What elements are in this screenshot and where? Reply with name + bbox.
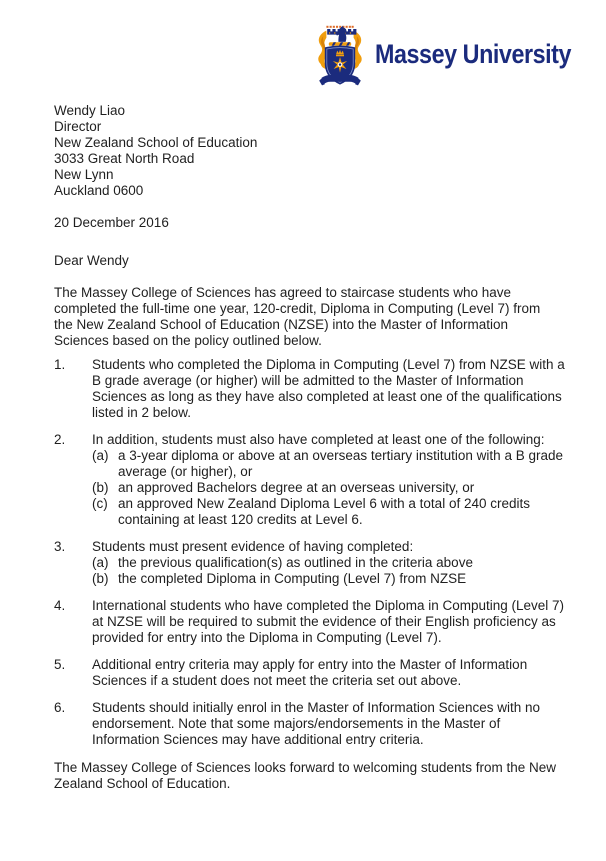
list-item-4 (54, 598, 566, 646)
list-item-text: In addition, students must also have completed at least one of the following: (92, 432, 545, 447)
sub-item-a (92, 448, 566, 480)
letter-date: 20 December 2016 (54, 215, 169, 230)
recipient-suburb: New Lynn (54, 167, 114, 182)
list-item-number: 1. (54, 357, 66, 372)
list-item-number: 2. (54, 432, 66, 447)
list-item-2 (54, 432, 566, 528)
list-item-number: 4. (54, 598, 66, 613)
sub-item-text: an approved New Zealand Diploma Level 6 with a total of 240 credits containing at least 120 credits at Level 6. (118, 496, 530, 527)
list-item-number: 3. (54, 539, 66, 554)
crest-top-ornament (326, 26, 353, 28)
massey-logo (316, 14, 598, 92)
recipient-title: Director (54, 119, 102, 134)
sub-item-a (92, 555, 566, 571)
list-item-1 (54, 357, 566, 421)
closing-paragraph: The Massey College of Sciences looks forward to welcoming students from the New Zealand School of Education. (54, 760, 556, 791)
sub-item-text: an approved Bachelors degree at an overseas university, or (118, 480, 475, 495)
horse-head (336, 26, 346, 42)
recipient-block (54, 103, 566, 199)
list-item-5 (54, 657, 566, 689)
massey-crest-icon (316, 14, 364, 92)
recipient-city: Auckland 0600 (54, 183, 144, 198)
recipient-street: 3033 Great North Road (54, 151, 195, 166)
recipient-organisation: New Zealand School of Education (54, 135, 258, 150)
sub-item-label: (a) (92, 555, 109, 570)
list-item-text: Additional entry criteria may apply for entry into the Master of Information Sciences if a student does not meet the criteria set out above. (92, 657, 528, 688)
sub-item-label: (b) (92, 480, 109, 495)
sub-item-label: (b) (92, 571, 109, 586)
list-item-3 (54, 539, 566, 587)
sub-item-text: a 3-year diploma or above at an overseas tertiary institution with a B grade average (or higher), or (118, 448, 563, 479)
massey-wordmark: Massey University (375, 38, 572, 69)
salutation: Dear Wendy (54, 253, 129, 268)
list-item-6 (54, 700, 566, 748)
list-item-text: International students who have completed the Diploma in Computing (Level 7) at NZSE will be required to submit the evidence of their English proficiency as provided for entry into the Diploma in Computing (Level 7). (92, 598, 565, 645)
intro-paragraph: The Massey College of Sciences has agreed to staircase students who have completed the full-time one year, 120-credit, Diploma in Computing (Level 7) from the New Zealand School of Education (NZSE) into the Master of Information Sciences based on the policy outlined below. (54, 285, 541, 348)
list-item-number: 6. (54, 700, 66, 715)
recipient-name: Wendy Liao (54, 103, 126, 118)
sub-item-text: the previous qualification(s) as outlined in the criteria above (118, 555, 473, 570)
sub-item-b (92, 571, 566, 587)
list-item-text: Students must present evidence of having completed: (92, 539, 414, 554)
list-item-number: 5. (54, 657, 66, 672)
sub-item-label: (a) (92, 448, 109, 463)
sub-item-text: the completed Diploma in Computing (Level 7) from NZSE (118, 571, 467, 586)
list-item-text: Students should initially enrol in the Master of Information Sciences with no endorsement. Note that some majors/endorsements in the Master of Information Sciences may have additional entry criteria. (92, 700, 540, 747)
letter-body (54, 103, 566, 792)
sub-item-label: (c) (92, 496, 108, 511)
list-item-text: Students who completed the Diploma in Computing (Level 7) from NZSE with a B grade average (or higher) will be admitted to the Master of Information Sciences as long as they have also completed at least one of the qualifications listed in 2 below. (92, 357, 565, 420)
sub-item-b (92, 480, 566, 496)
sub-item-c (92, 496, 566, 528)
